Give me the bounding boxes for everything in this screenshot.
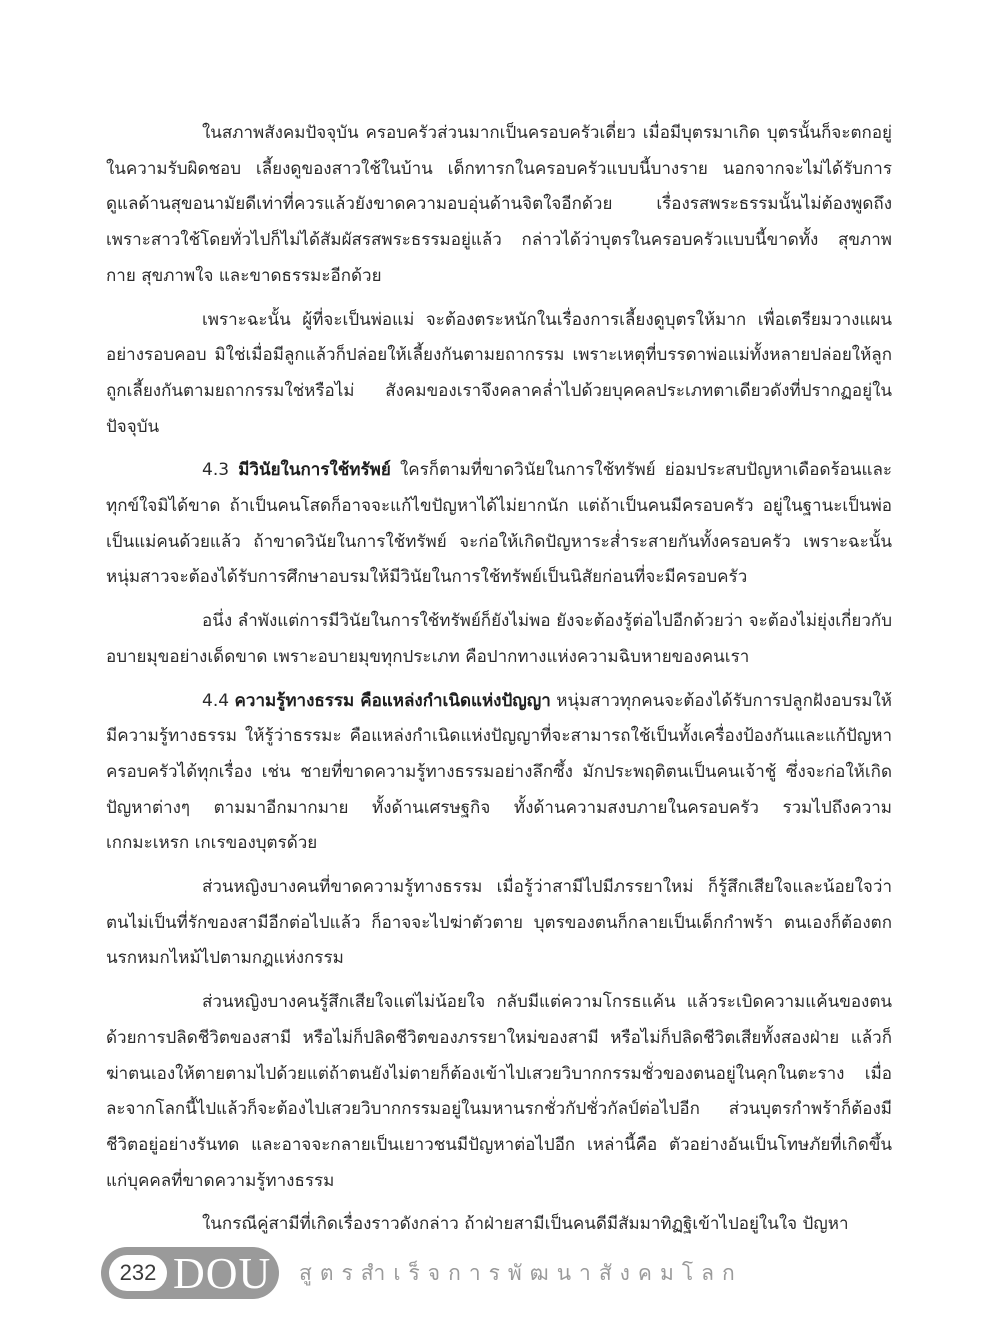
paragraph-1 [106, 116, 892, 295]
dou-logo: DOU [173, 1248, 272, 1298]
paragraph-text: ส่วนหญิงบางคนรู้สึกเสียใจแต่ไม่น้อยใจ กลับมีแต่ความโกรธแค้น แล้วระเบิดความแค้นของตนด้วยการปลิดชีวิตของสามี หรือไม่ก็ปลิดชีวิตของภรรยาใหม่ของสามี หรือไม่ก็ปลิดชีวิตเสียทั้งสองฝ่าย แล้วก็ฆ่าตนเองให้ตายตามไปด้วยแต่ถ้าตนยังไม่ตายก็ต้องเข้าไปเสวยวิบากกรรมชั่วของตนอยู่ในคุกในตะราง เมื่อละจากโลกนี้ไปแล้วก็จะต้องไปเสวยวิบากกรรมอยู่ในมหานรกชั่วกัปชั่วกัลป์ต่อไปอีก ส่วนบุตรกำพร้าก็ต้องมีชีวิตอยู่อย่างรันทด และอาจจะกลายเป็นเยาวชนมีปัญหาต่อไปอีก เหล่านี้คือ ตัวอย่างอันเป็นโทษภัยที่เกิดขึ้นแก่บุคคลที่ขาดความรู้ทางธรรม [106, 992, 892, 1191]
paragraph-text: หนุ่มสาวทุกคนจะต้องได้รับการปลูกฝังอบรมให้มีความรู้ทางธรรม ให้รู้ว่าธรรมะ คือแหล่งกำเนิดแห่งปัญญาที่จะสามารถใช้เป็นทั้งเครื่องป้องกันและแก้ปัญหาครอบครัวได้ทุกเรื่อง เช่น ชายที่ขาดความรู้ทางธรรมอย่างลึกซึ้ง มักประพฤติตนเป็นคนเจ้าชู้ ซึ่งจะก่อให้เกิดปัญหาต่างๆ ตามมาอีกมากมาย ทั้งด้านเศรษฐกิจ ทั้งด้านความสงบภายในครอบครัว รวมไปถึงความเกกมะเหรก เกเรของบุตรด้วย [106, 690, 892, 854]
paragraph-section-4-4 [106, 684, 892, 863]
paragraph-4 [106, 604, 892, 675]
paragraph-text: ส่วนหญิงบางคนที่ขาดความรู้ทางธรรม เมื่อรู้ว่าสามีไปมีภรรยาใหม่ ก็รู้สึกเสียใจและน้อยใจว่าตนไม่เป็นที่รักของสามีอีกต่อไปแล้ว ก็อาจจะไปฆ่าตัวตาย บุตรของตนก็กลายเป็นเด็กกำพร้า ตนเองก็ต้องตกนรกหมกไหม้ไปตามกฎแห่งกรรม [106, 877, 892, 969]
paragraph-6 [106, 870, 892, 977]
course-title: สูตรสำเร็จการพัฒนาสังคมโลก [299, 1260, 743, 1285]
section-number: 4.3 [202, 460, 239, 481]
footer-badge [101, 1247, 279, 1299]
paragraph-text: ในกรณีคู่สามีที่เกิดเรื่องราวดังกล่าว ถ้าฝ่ายสามีเป็นคนดีมีสัมมาทิฏฐิเข้าไปอยู่ในใจ ปัญหา [202, 1214, 849, 1235]
paragraph-8 [106, 1207, 892, 1243]
page-body [106, 116, 892, 1251]
paragraph-text: เพราะฉะนั้น ผู้ที่จะเป็นพ่อแม่ จะต้องตระหนักในเรื่องการเลี้ยงดูบุตรให้มาก เพื่อเตรียมวางแผนอย่างรอบคอบ มิใช่เมื่อมีลูกแล้วก็ปล่อยให้เลี้ยงกันตามยถากรรม เพราะเหตุที่บรรดาพ่อแม่ทั้งหลายปล่อยให้ลูกถูกเลี้ยงกันตามยถากรรมใช่หรือไม่ สังคมของเราจึงคลาคล่ำไปด้วยบุคคลประเภทตาเดียวดังที่ปรากฏอยู่ในปัจจุบัน [106, 309, 892, 437]
paragraph-2 [106, 303, 892, 446]
section-heading: ความรู้ทางธรรม คือแหล่งกำเนิดแห่งปัญญา [234, 690, 551, 711]
section-heading: มีวินัยในการใช้ทรัพย์ [238, 460, 391, 481]
paragraph-text: ใครก็ตามที่ขาดวินัยในการใช้ทรัพย์ ย่อมประสบปัญหาเดือดร้อนและทุกข์ใจมิได้ขาด ถ้าเป็นคนโสดก็อาจจะแก้ไขปัญหาได้ไม่ยากนัก แต่ถ้าเป็นคนมีครอบครัว อยู่ในฐานะเป็นพ่อเป็นแม่คนด้วยแล้ว ถ้าขาดวินัยในการใช้ทรัพย์ จะก่อให้เกิดปัญหาระส่ำระสายกันทั้งครอบครัว เพราะฉะนั้นหนุ่มสาวจะต้องได้รับการศึกษาอบรมให้มีวินัยในการใช้ทรัพย์เป็นนิสัยก่อนที่จะมีครอบครัว [106, 460, 892, 588]
paragraph-section-4-3 [106, 453, 892, 596]
page-number: 232 [109, 1255, 167, 1291]
page-footer [101, 1247, 743, 1299]
section-number: 4.4 [202, 690, 235, 711]
paragraph-text: อนึ่ง ลำพังแต่การมีวินัยในการใช้ทรัพย์ก็ยังไม่พอ ยังจะต้องรู้ต่อไปอีกด้วยว่า จะต้องไม่ยุ่งเกี่ยวกับอบายมุขอย่างเด็ดขาด เพราะอบายมุขทุกประเภท คือปากทางแห่งความฉิบหายของคนเรา [106, 611, 892, 667]
paragraph-text: ในสภาพสังคมปัจจุบัน ครอบครัวส่วนมากเป็นครอบครัวเดี่ยว เมื่อมีบุตรมาเกิด บุตรนั้นก็จะตกอยู่ในความรับผิดชอบ เลี้ยงดูของสาวใช้ในบ้าน เด็กทารกในครอบครัวแบบนี้บางราย นอกจากจะไม่ได้รับการดูแลด้านสุขอนามัยดีเท่าที่ควรแล้วยังขาดความอบอุ่นด้านจิตใจอีกด้วย เรื่องรสพระธรรมนั้นไม่ต้องพูดถึง เพราะสาวใช้โดยทั่วไปก็ไม่ได้สัมผัสรสพระธรรมอยู่แล้ว กล่าวได้ว่าบุตรในครอบครัวแบบนี้ขาดทั้ง สุขภาพกาย สุขภาพใจ และขาดธรรมะอีกด้วย [106, 123, 892, 286]
paragraph-7 [106, 985, 892, 1199]
